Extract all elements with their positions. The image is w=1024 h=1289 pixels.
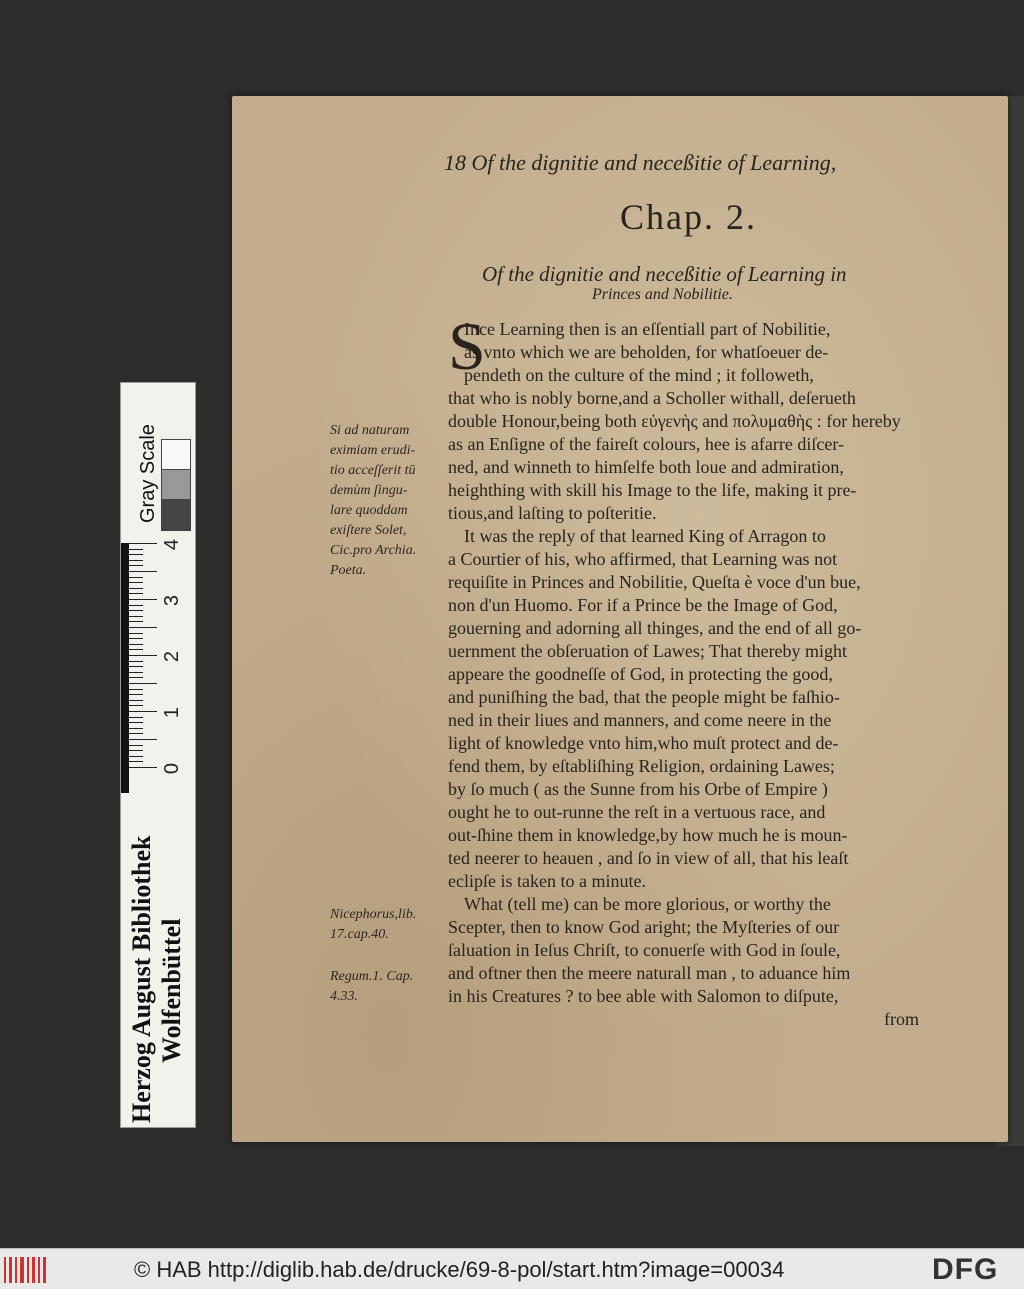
ruler-tick [129,638,143,639]
ruler-tick [129,761,143,762]
body-line: What (tell me) can be more glorious, or worthy the [464,894,831,914]
body-line: ned, and winneth to himſelfe both loue and admiration, [448,457,844,477]
ruler-institution-line-2: Wolfenbüttel [157,918,186,1063]
chapter-title-line-2: Princes and Nobilitie. [592,286,733,303]
ruler-tick [129,728,143,729]
chapter-heading: Chap. 2. [620,197,757,237]
drop-cap: S [448,308,486,384]
body-line: that who is nobly borne,and a Scholler withall, deſerueth [448,388,856,408]
body-line: fend them, by eſtabliſhing Religion, ordaining Lawes; [448,756,835,776]
body-line: Ince Learning then is an eſſentiall part of Nobilitie, [464,319,831,339]
margin-note: demùm ſingu- [330,483,408,498]
body-line: a Courtier of his, who affirmed, that Learning was not [448,549,838,569]
body-line: gouerning and adorning all thinges, and the end of all go- [448,618,862,638]
margin-note: 17.cap.40. [330,927,389,942]
ruler-tick [129,543,157,544]
body-line: and oftner then the meere naturall man , to aduance him [448,963,851,983]
body-line: appeare the goodneſſe of God, in protecting the good, [448,664,833,684]
ruler-number: 1 [161,706,184,719]
ruler-tick [129,627,157,628]
ruler-tick [129,756,143,757]
body-line: uernment the obſeruation of Lawes; That thereby might [448,641,848,661]
gray-swatch-dark [161,499,191,531]
ruler-tick [129,717,143,718]
ruler-tick [129,677,143,678]
ruler-tick [129,689,143,690]
ruler-tick [129,621,143,622]
ruler-tick [129,593,143,594]
margin-note: 4.33. [330,989,358,1004]
ruler-number: 3 [161,594,184,607]
body-line: light of knowledge vnto him,who muſt protect and de- [448,733,839,753]
ruler-number: 0 [161,762,184,775]
ruler-tick [129,655,157,656]
ruler-tick [129,722,143,723]
body-line: tious,and laſting to poſteritie. [448,503,657,523]
ruler-tick [129,610,143,611]
body-line: It was the reply of that learned King of Arragon to [464,526,826,546]
body-line: double Honour,being both εὐγενὴς and πολυμαθὴς : for hereby [448,411,901,431]
margin-note: Cic.pro Archia. [330,543,417,558]
body-line: ted neerer to heauen , and ſo in view of all, that his leaſt [448,848,849,868]
ruler-tick [129,582,143,583]
ruler-tick [129,694,143,695]
ruler-tick [129,560,143,561]
ruler-tick [129,705,143,706]
ruler-tick [129,672,143,673]
ruler-tick [129,711,157,712]
ruler-tick [129,649,143,650]
margin-note: exiſtere Solet, [330,523,407,538]
source-url[interactable]: © HAB http://diglib.hab.de/drucke/69-8-pol/start.htm?image=00034 [134,1257,785,1282]
body-line: pendeth on the culture of the mind ; it followeth, [464,365,814,385]
chapter-title-line-1: Of the dignitie and neceßitie of Learning in [482,262,847,286]
ruler-institution-line-1: Herzog August Bibliothek [127,835,156,1123]
body-line: as an Enſigne of the faireſt colours, hee is afarre diſcer- [448,434,844,454]
body-line: ought he to out-runne the reſt in a vertuous race, and [448,802,826,822]
gray-swatch-light [161,469,191,501]
body-line: out-ſhine them in knowledge,by how much he is moun- [448,825,848,845]
ruler-tick [129,554,143,555]
barcode-icon [4,1257,48,1283]
ruler-tick [129,700,143,701]
ruler-tick [129,750,143,751]
ruler-tick [129,571,157,572]
gray-swatch-white [161,439,191,471]
body-line: eclipſe is taken to a minute. [448,871,646,891]
margin-note: lare quoddam [330,503,408,518]
ruler-tick [129,616,143,617]
ruler-tick [129,767,157,768]
running-head: 18 Of the dignitie and neceßitie of Learning, [444,150,837,175]
dfg-logo: DFG [932,1253,999,1286]
ruler-tick [129,739,157,740]
ruler-tick [129,733,143,734]
ruler-color-strip [121,543,129,793]
body-line: and puniſhing the bad, that the people might be faſhio- [448,687,840,707]
margin-note: Nicephorus,lib. [330,907,417,922]
ruler-tick [129,599,157,600]
body-line: non d'un Huomo. For if a Prince be the Image of God, [448,595,838,615]
ruler-tick [129,588,143,589]
body-line: from [884,1009,919,1029]
gray-scale-label: Gray Scale [137,424,159,523]
body-line: by ſo much ( as the Sunne from his Orbe of Empire ) [448,779,828,799]
margin-note: Regum.1. Cap. [330,969,414,984]
book-page [232,96,1008,1142]
margin-note: eximiam erudi- [330,443,416,458]
margin-note: tio acceſſerit tū [330,463,416,478]
body-line: ned in their liues and manners, and come neere in the [448,710,832,730]
body-line: in his Creatures ? to bee able with Salomon to diſpute, [448,986,839,1006]
margin-note: Poeta. [330,563,367,578]
ruler-tick [129,577,143,578]
margin-note: Si ad naturam [330,423,410,438]
viewer-footer [0,1248,1024,1289]
ruler-number: 4 [161,538,184,551]
body-line: ſaluation in Ieſus Chriſt, to conuerſe with God in ſoule, [448,940,841,960]
ruler-tick [129,633,143,634]
ruler-tick [129,666,143,667]
body-line: Scepter, then to know God aright; the Myſteries of our [448,917,840,937]
scale-ruler [120,382,196,1128]
ruler-tick [129,565,143,566]
body-line: as vnto which we are beholden, for whatſoeuer de- [464,342,829,362]
ruler-number: 2 [161,650,184,663]
ruler-tick [129,683,157,684]
body-line: requiſite in Princes and Nobilitie, Queſta è voce d'un bue, [448,572,861,592]
ruler-tick [129,644,143,645]
ruler-tick [129,661,143,662]
ruler-tick [129,605,143,606]
ruler-tick [129,745,143,746]
body-line: heighthing with skill his Image to the life, making it pre- [448,480,857,500]
ruler-tick [129,549,143,550]
